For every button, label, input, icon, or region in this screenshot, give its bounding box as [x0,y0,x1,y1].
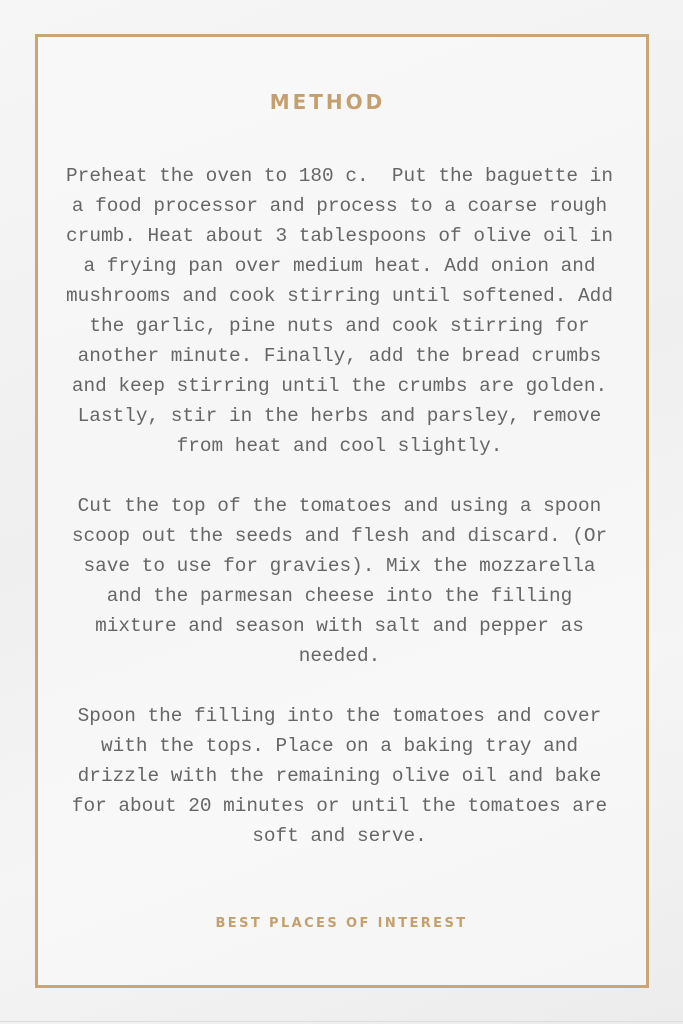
footer-brand: BEST PLACES OF INTEREST [215,916,468,931]
method-line: a food processor and process to a coarse rough [71,195,608,217]
method-line: another minute. Finally, add the bread crumbs [77,345,602,367]
method-line: from heat and cool slightly. [176,435,503,457]
method-line: a frying pan over medium heat. Add onion and [83,255,596,277]
method-line: needed. [298,645,381,667]
method-line: mixture and season with salt and pepper as [95,615,584,637]
paragraph-gap [0,461,683,491]
method-line: soft and serve. [252,825,427,847]
method-line: crumb. Heat about 3 tablespoons of olive oil in [66,225,613,247]
method-line: the garlic, pine nuts and cook stirring for [89,315,590,337]
method-line: Lastly, stir in the herbs and parsley, remove [77,405,602,427]
method-text [0,161,683,851]
method-line: and keep stirring until the crumbs are golden. [71,375,608,397]
divider [0,1021,683,1022]
method-line: scoop out the seeds and flesh and discard. (Or [71,525,608,547]
method-line: Cut the top of the tomatoes and using a spoon [77,495,602,517]
method-line: save to use for gravies). Mix the mozzarella [83,555,596,577]
method-line: and the parmesan cheese into the filling [106,585,573,607]
method-line: with the tops. Place on a baking tray and [100,735,579,757]
method-line: mushrooms and cook stirring until softened. Add [66,285,613,307]
paragraph-gap [0,671,683,701]
method-heading: METHOD [269,90,386,114]
method-line: Spoon the filling into the tomatoes and cover [77,705,602,727]
method-line: for about 20 minutes or until the tomatoes are [71,795,608,817]
method-line: drizzle with the remaining olive oil and bake [77,765,602,787]
method-line: Preheat the oven to 180 c. Put the baguette in [66,165,613,187]
